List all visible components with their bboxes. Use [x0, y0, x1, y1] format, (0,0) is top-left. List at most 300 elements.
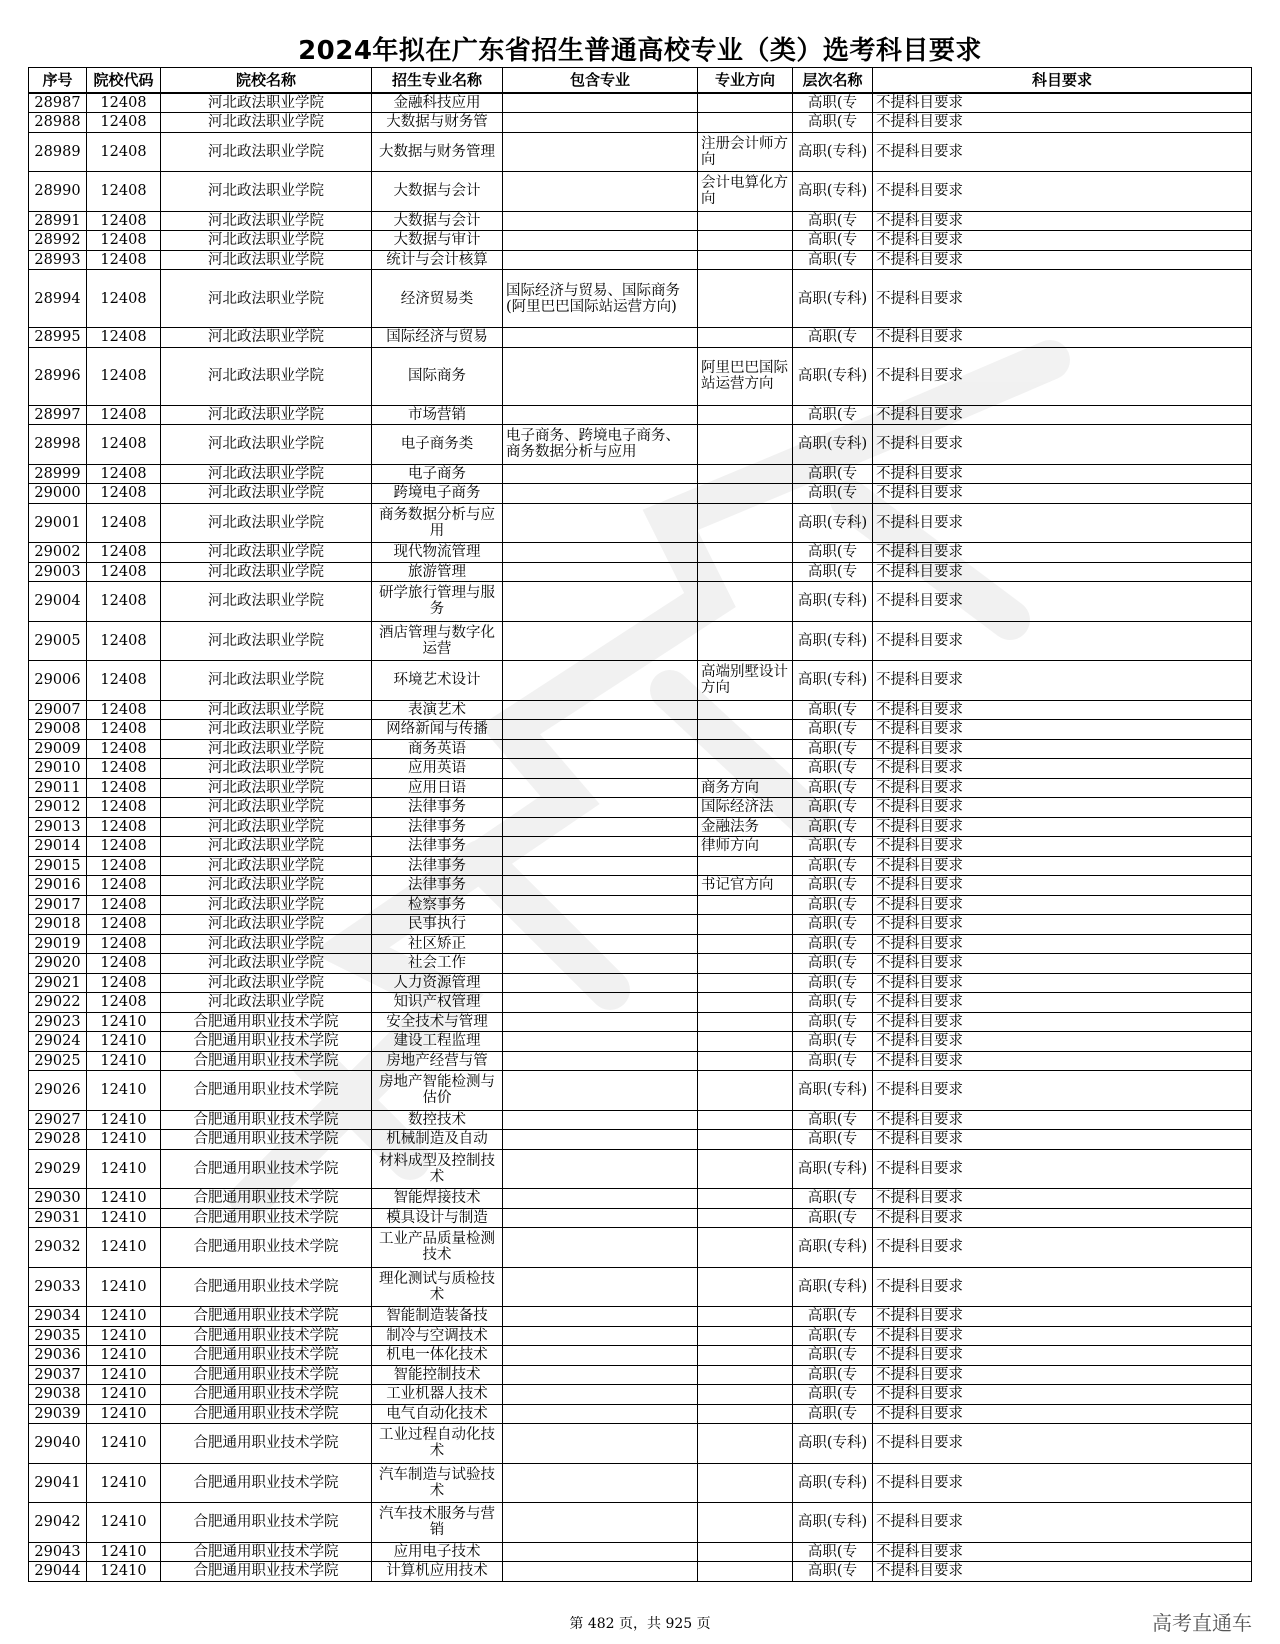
subject-requirement: 不提科目要求 [873, 172, 1252, 212]
included-majors [503, 895, 698, 915]
included-majors [503, 856, 698, 876]
major-direction [698, 1189, 793, 1209]
school-code: 12408 [87, 562, 161, 582]
column-header: 专业方向 [698, 68, 793, 94]
school-name: 合肥通用职业技术学院 [161, 1051, 372, 1071]
included-majors [503, 503, 698, 543]
major-name: 大数据与财务管理 [372, 132, 503, 172]
column-header: 序号 [29, 68, 87, 94]
row-seq: 29022 [29, 993, 87, 1013]
level: 高职(专 [793, 1032, 873, 1052]
requirements-table [28, 67, 1252, 1582]
major-direction [698, 405, 793, 425]
level: 高职(专科) [793, 1424, 873, 1464]
subject-requirement: 不提科目要求 [873, 1307, 1252, 1327]
major-direction: 注册会计师方向 [698, 132, 793, 172]
major-direction [698, 1267, 793, 1307]
included-majors [503, 1149, 698, 1189]
major-name: 表演艺术 [372, 700, 503, 720]
column-header: 包含专业 [503, 68, 698, 94]
included-majors [503, 464, 698, 484]
subject-requirement: 不提科目要求 [873, 895, 1252, 915]
subject-requirement: 不提科目要求 [873, 1385, 1252, 1405]
school-code: 12410 [87, 1032, 161, 1052]
subject-requirement: 不提科目要求 [873, 915, 1252, 935]
school-code: 12410 [87, 1542, 161, 1562]
row-seq: 28994 [29, 270, 87, 328]
level: 高职(专科) [793, 347, 873, 405]
level: 高职(专 [793, 464, 873, 484]
school-code: 12410 [87, 1071, 161, 1111]
major-name: 智能制造装备技 [372, 1307, 503, 1327]
included-majors [503, 211, 698, 231]
level: 高职(专 [793, 113, 873, 133]
row-seq: 29016 [29, 876, 87, 896]
included-majors [503, 1307, 698, 1327]
table-row [29, 934, 1252, 954]
row-seq: 29000 [29, 484, 87, 504]
subject-requirement: 不提科目要求 [873, 425, 1252, 465]
level: 高职(专 [793, 837, 873, 857]
level: 高职(专 [793, 1326, 873, 1346]
table-row [29, 700, 1252, 720]
major-name: 汽车制造与试验技术 [372, 1463, 503, 1503]
school-code: 12408 [87, 895, 161, 915]
level: 高职(专科) [793, 582, 873, 622]
table-row [29, 1365, 1252, 1385]
included-majors [503, 1562, 698, 1582]
included-majors [503, 973, 698, 993]
major-direction [698, 759, 793, 779]
major-name: 智能控制技术 [372, 1365, 503, 1385]
row-seq: 28998 [29, 425, 87, 465]
row-seq: 28990 [29, 172, 87, 212]
major-name: 市场营销 [372, 405, 503, 425]
school-code: 12408 [87, 503, 161, 543]
subject-requirement: 不提科目要求 [873, 113, 1252, 133]
subject-requirement: 不提科目要求 [873, 1463, 1252, 1503]
major-direction [698, 1503, 793, 1543]
row-seq: 28991 [29, 211, 87, 231]
table-row [29, 270, 1252, 328]
level: 高职(专科) [793, 1071, 873, 1111]
major-direction [698, 1346, 793, 1366]
major-name: 商务数据分析与应用 [372, 503, 503, 543]
table-row [29, 543, 1252, 563]
school-code: 12408 [87, 250, 161, 270]
row-seq: 28987 [29, 93, 87, 113]
school-name: 合肥通用职业技术学院 [161, 1385, 372, 1405]
school-name: 河北政法职业学院 [161, 915, 372, 935]
school-name: 合肥通用职业技术学院 [161, 1208, 372, 1228]
row-seq: 29009 [29, 739, 87, 759]
table-row [29, 1404, 1252, 1424]
subject-requirement: 不提科目要求 [873, 93, 1252, 113]
table-row [29, 817, 1252, 837]
subject-requirement: 不提科目要求 [873, 503, 1252, 543]
subject-requirement: 不提科目要求 [873, 621, 1252, 661]
table-row [29, 1130, 1252, 1150]
level: 高职(专 [793, 562, 873, 582]
school-name: 合肥通用职业技术学院 [161, 1012, 372, 1032]
school-code: 12410 [87, 1326, 161, 1346]
row-seq: 29005 [29, 621, 87, 661]
school-name: 合肥通用职业技术学院 [161, 1463, 372, 1503]
column-header: 院校名称 [161, 68, 372, 94]
major-direction [698, 562, 793, 582]
included-majors [503, 993, 698, 1013]
major-direction [698, 582, 793, 622]
subject-requirement: 不提科目要求 [873, 837, 1252, 857]
school-code: 12408 [87, 582, 161, 622]
row-seq: 29030 [29, 1189, 87, 1209]
subject-requirement: 不提科目要求 [873, 1189, 1252, 1209]
included-majors [503, 1110, 698, 1130]
level: 高职(专 [793, 211, 873, 231]
table-row [29, 1267, 1252, 1307]
level: 高职(专 [793, 1346, 873, 1366]
subject-requirement: 不提科目要求 [873, 1542, 1252, 1562]
included-majors [503, 661, 698, 701]
school-name: 河北政法职业学院 [161, 405, 372, 425]
level: 高职(专科) [793, 425, 873, 465]
row-seq: 29012 [29, 798, 87, 818]
subject-requirement: 不提科目要求 [873, 1149, 1252, 1189]
major-direction [698, 1424, 793, 1464]
subject-requirement: 不提科目要求 [873, 856, 1252, 876]
subject-requirement: 不提科目要求 [873, 1228, 1252, 1268]
level: 高职(专 [793, 1012, 873, 1032]
row-seq: 29008 [29, 720, 87, 740]
school-name: 河北政法职业学院 [161, 250, 372, 270]
level: 高职(专科) [793, 270, 873, 328]
row-seq: 29036 [29, 1346, 87, 1366]
school-name: 河北政法职业学院 [161, 270, 372, 328]
table-row [29, 1542, 1252, 1562]
school-name: 河北政法职业学院 [161, 543, 372, 563]
level: 高职(专 [793, 915, 873, 935]
row-seq: 29033 [29, 1267, 87, 1307]
major-direction: 金融法务 [698, 817, 793, 837]
row-seq: 29024 [29, 1032, 87, 1052]
included-majors [503, 93, 698, 113]
school-name: 合肥通用职业技术学院 [161, 1365, 372, 1385]
level: 高职(专科) [793, 503, 873, 543]
school-name: 河北政法职业学院 [161, 837, 372, 857]
major-direction [698, 484, 793, 504]
school-code: 12408 [87, 759, 161, 779]
school-name: 合肥通用职业技术学院 [161, 1562, 372, 1582]
school-code: 12408 [87, 621, 161, 661]
table-row [29, 1562, 1252, 1582]
row-seq: 29021 [29, 973, 87, 993]
major-direction [698, 1149, 793, 1189]
column-header: 层次名称 [793, 68, 873, 94]
level: 高职(专 [793, 484, 873, 504]
major-name: 汽车技术服务与营销 [372, 1503, 503, 1543]
included-majors [503, 1503, 698, 1543]
level: 高职(专 [793, 856, 873, 876]
school-name: 河北政法职业学院 [161, 798, 372, 818]
school-code: 12410 [87, 1208, 161, 1228]
major-direction [698, 1208, 793, 1228]
column-header: 院校代码 [87, 68, 161, 94]
included-majors [503, 739, 698, 759]
row-seq: 29010 [29, 759, 87, 779]
subject-requirement: 不提科目要求 [873, 954, 1252, 974]
level: 高职(专科) [793, 1267, 873, 1307]
included-majors [503, 1365, 698, 1385]
school-name: 河北政法职业学院 [161, 700, 372, 720]
table-row [29, 895, 1252, 915]
included-majors [503, 250, 698, 270]
table-row [29, 347, 1252, 405]
level: 高职(专 [793, 1189, 873, 1209]
included-majors [503, 405, 698, 425]
major-direction [698, 1130, 793, 1150]
included-majors [503, 1032, 698, 1052]
school-name: 河北政法职业学院 [161, 503, 372, 543]
table-row [29, 837, 1252, 857]
subject-requirement: 不提科目要求 [873, 700, 1252, 720]
school-name: 河北政法职业学院 [161, 562, 372, 582]
school-code: 12408 [87, 484, 161, 504]
school-name: 河北政法职业学院 [161, 895, 372, 915]
school-name: 河北政法职业学院 [161, 425, 372, 465]
major-name: 民事执行 [372, 915, 503, 935]
row-seq: 29043 [29, 1542, 87, 1562]
school-code: 12408 [87, 993, 161, 1013]
included-majors [503, 543, 698, 563]
included-majors [503, 1071, 698, 1111]
included-majors [503, 720, 698, 740]
major-direction [698, 1110, 793, 1130]
level: 高职(专 [793, 973, 873, 993]
subject-requirement: 不提科目要求 [873, 1071, 1252, 1111]
table-row [29, 1012, 1252, 1032]
level: 高职(专 [793, 993, 873, 1013]
subject-requirement: 不提科目要求 [873, 464, 1252, 484]
table-row [29, 1071, 1252, 1111]
row-seq: 29035 [29, 1326, 87, 1346]
included-majors [503, 1542, 698, 1562]
school-name: 合肥通用职业技术学院 [161, 1424, 372, 1464]
included-majors [503, 1130, 698, 1150]
major-direction [698, 856, 793, 876]
row-seq: 29015 [29, 856, 87, 876]
school-code: 12410 [87, 1149, 161, 1189]
major-name: 理化测试与质检技术 [372, 1267, 503, 1307]
major-name: 工业机器人技术 [372, 1385, 503, 1405]
major-direction [698, 700, 793, 720]
level: 高职(专 [793, 876, 873, 896]
level: 高职(专科) [793, 132, 873, 172]
major-name: 现代物流管理 [372, 543, 503, 563]
major-name: 材料成型及控制技术 [372, 1149, 503, 1189]
level: 高职(专 [793, 778, 873, 798]
school-code: 12410 [87, 1346, 161, 1366]
included-majors [503, 172, 698, 212]
school-name: 河北政法职业学院 [161, 132, 372, 172]
row-seq: 28997 [29, 405, 87, 425]
subject-requirement: 不提科目要求 [873, 1032, 1252, 1052]
level: 高职(专 [793, 1307, 873, 1327]
school-code: 12408 [87, 973, 161, 993]
table-row [29, 915, 1252, 935]
school-name: 合肥通用职业技术学院 [161, 1404, 372, 1424]
major-name: 电气自动化技术 [372, 1404, 503, 1424]
school-code: 12408 [87, 328, 161, 348]
major-name: 房地产智能检测与估价 [372, 1071, 503, 1111]
school-code: 12410 [87, 1365, 161, 1385]
table-row [29, 1424, 1252, 1464]
school-name: 河北政法职业学院 [161, 231, 372, 251]
major-name: 电子商务 [372, 464, 503, 484]
subject-requirement: 不提科目要求 [873, 1208, 1252, 1228]
school-code: 12408 [87, 798, 161, 818]
school-code: 12410 [87, 1228, 161, 1268]
major-name: 统计与会计核算 [372, 250, 503, 270]
table-row [29, 582, 1252, 622]
school-name: 合肥通用职业技术学院 [161, 1503, 372, 1543]
included-majors [503, 1012, 698, 1032]
included-majors [503, 915, 698, 935]
row-seq: 29040 [29, 1424, 87, 1464]
school-name: 河北政法职业学院 [161, 739, 372, 759]
school-name: 河北政法职业学院 [161, 93, 372, 113]
major-name: 网络新闻与传播 [372, 720, 503, 740]
table-row [29, 1307, 1252, 1327]
row-seq: 29037 [29, 1365, 87, 1385]
table-row [29, 113, 1252, 133]
subject-requirement: 不提科目要求 [873, 1326, 1252, 1346]
table-row [29, 1326, 1252, 1346]
school-name: 河北政法职业学院 [161, 464, 372, 484]
school-code: 12408 [87, 661, 161, 701]
included-majors [503, 231, 698, 251]
major-direction [698, 543, 793, 563]
table-row [29, 1503, 1252, 1543]
school-code: 12408 [87, 93, 161, 113]
level: 高职(专科) [793, 1149, 873, 1189]
school-code: 12408 [87, 876, 161, 896]
subject-requirement: 不提科目要求 [873, 739, 1252, 759]
table-row [29, 876, 1252, 896]
included-majors [503, 1424, 698, 1464]
table-row [29, 798, 1252, 818]
table-row [29, 739, 1252, 759]
school-name: 河北政法职业学院 [161, 876, 372, 896]
level: 高职(专 [793, 1365, 873, 1385]
level: 高职(专 [793, 895, 873, 915]
level: 高职(专科) [793, 1463, 873, 1503]
major-direction: 会计电算化方向 [698, 172, 793, 212]
major-direction [698, 1012, 793, 1032]
school-name: 河北政法职业学院 [161, 347, 372, 405]
subject-requirement: 不提科目要求 [873, 405, 1252, 425]
included-majors [503, 562, 698, 582]
major-name: 法律事务 [372, 837, 503, 857]
subject-requirement: 不提科目要求 [873, 798, 1252, 818]
major-name: 房地产经营与管 [372, 1051, 503, 1071]
school-code: 12408 [87, 211, 161, 231]
school-code: 12410 [87, 1424, 161, 1464]
major-direction [698, 328, 793, 348]
table-row [29, 993, 1252, 1013]
subject-requirement: 不提科目要求 [873, 347, 1252, 405]
row-seq: 29025 [29, 1051, 87, 1071]
major-name: 应用日语 [372, 778, 503, 798]
subject-requirement: 不提科目要求 [873, 1346, 1252, 1366]
major-direction: 商务方向 [698, 778, 793, 798]
major-name: 旅游管理 [372, 562, 503, 582]
subject-requirement: 不提科目要求 [873, 1130, 1252, 1150]
school-name: 河北政法职业学院 [161, 328, 372, 348]
row-seq: 29013 [29, 817, 87, 837]
included-majors [503, 1051, 698, 1071]
row-seq: 29026 [29, 1071, 87, 1111]
major-name: 应用电子技术 [372, 1542, 503, 1562]
row-seq: 29039 [29, 1404, 87, 1424]
level: 高职(专 [793, 798, 873, 818]
school-code: 12408 [87, 464, 161, 484]
major-name: 制冷与空调技术 [372, 1326, 503, 1346]
level: 高职(专科) [793, 172, 873, 212]
subject-requirement: 不提科目要求 [873, 876, 1252, 896]
major-direction [698, 464, 793, 484]
major-direction: 书记官方向 [698, 876, 793, 896]
school-code: 12410 [87, 1503, 161, 1543]
major-name: 金融科技应用 [372, 93, 503, 113]
major-direction [698, 1051, 793, 1071]
major-name: 机械制造及自动 [372, 1130, 503, 1150]
level: 高职(专科) [793, 1503, 873, 1543]
row-seq: 29017 [29, 895, 87, 915]
level: 高职(专 [793, 543, 873, 563]
level: 高职(专 [793, 817, 873, 837]
level: 高职(专科) [793, 621, 873, 661]
major-name: 工业过程自动化技术 [372, 1424, 503, 1464]
page-title: 2024年拟在广东省招生普通高校专业（类）选考科目要求 [298, 36, 982, 66]
level: 高职(专 [793, 1051, 873, 1071]
table-row [29, 1032, 1252, 1052]
school-name: 河北政法职业学院 [161, 484, 372, 504]
school-name: 河北政法职业学院 [161, 172, 372, 212]
school-code: 12408 [87, 347, 161, 405]
table-row [29, 1385, 1252, 1405]
included-majors [503, 778, 698, 798]
school-name: 合肥通用职业技术学院 [161, 1110, 372, 1130]
level: 高职(专 [793, 231, 873, 251]
major-direction [698, 93, 793, 113]
school-name: 合肥通用职业技术学院 [161, 1149, 372, 1189]
level: 高职(专科) [793, 1228, 873, 1268]
subject-requirement: 不提科目要求 [873, 270, 1252, 328]
row-seq: 29034 [29, 1307, 87, 1327]
level: 高职(专 [793, 1542, 873, 1562]
subject-requirement: 不提科目要求 [873, 132, 1252, 172]
table-row [29, 954, 1252, 974]
major-name: 检察事务 [372, 895, 503, 915]
row-seq: 29041 [29, 1463, 87, 1503]
level: 高职(专 [793, 739, 873, 759]
row-seq: 29006 [29, 661, 87, 701]
table-row [29, 464, 1252, 484]
school-code: 12408 [87, 172, 161, 212]
major-direction [698, 1228, 793, 1268]
table-row [29, 1110, 1252, 1130]
major-name: 法律事务 [372, 876, 503, 896]
